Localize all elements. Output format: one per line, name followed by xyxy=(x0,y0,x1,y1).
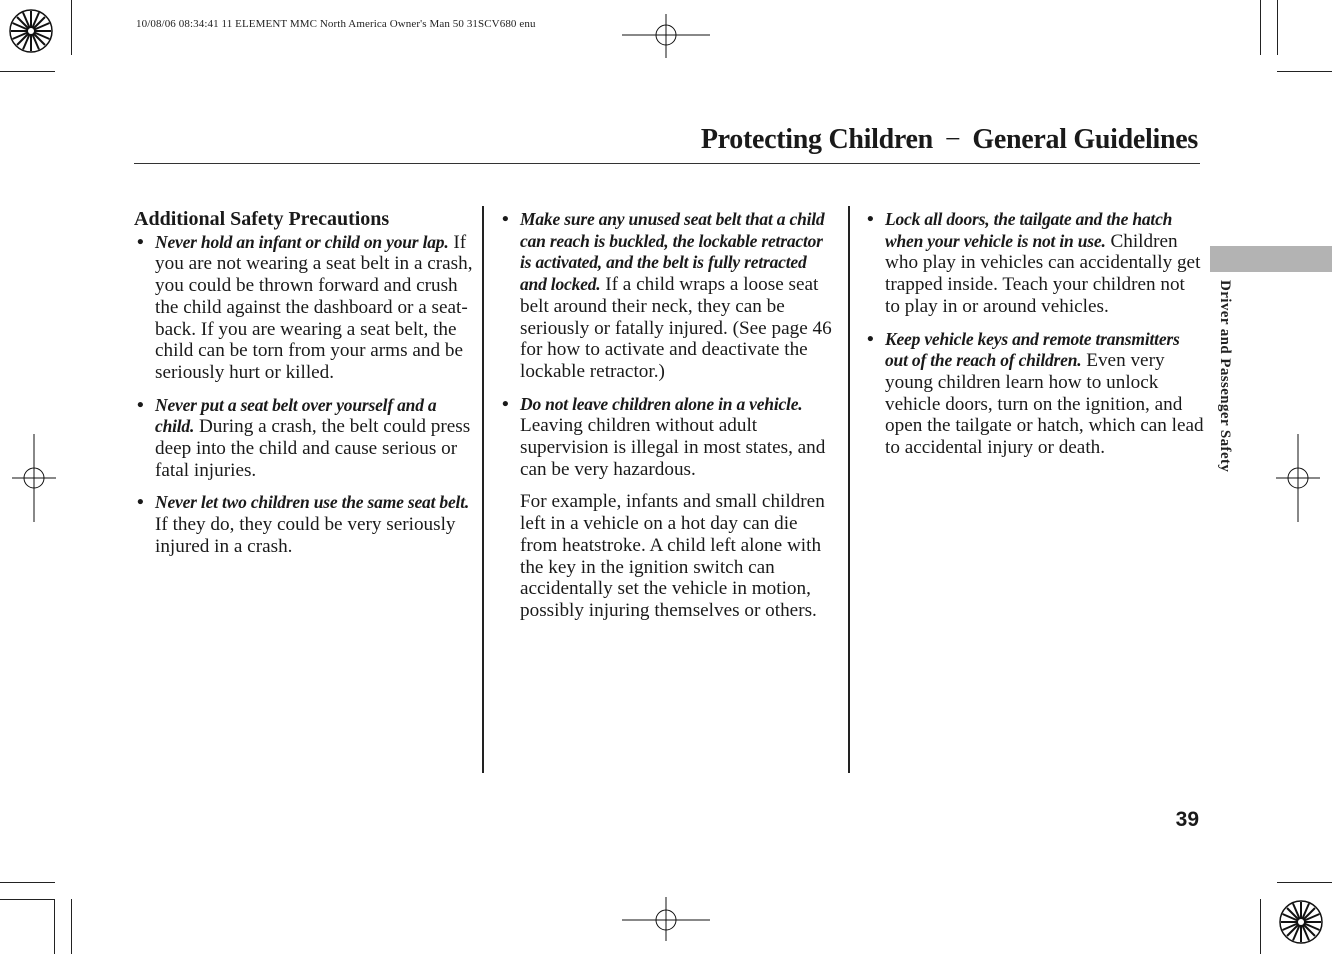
bullet-icon: • xyxy=(137,231,144,253)
bullet-icon: • xyxy=(137,492,144,514)
registration-target-icon xyxy=(1276,434,1320,522)
bullet-icon: • xyxy=(502,209,509,230)
crop-mark xyxy=(71,0,72,55)
column-2 xyxy=(499,209,837,622)
bullet-lead: Keep vehicle keys and remote transmitters out of the reach of children. xyxy=(885,328,1180,371)
crop-mark xyxy=(0,882,55,883)
list-item xyxy=(499,394,837,481)
bullet-icon: • xyxy=(137,394,144,416)
crop-mark xyxy=(0,71,55,72)
crop-mark xyxy=(1277,71,1332,72)
bullet-text: If you are not wearing a seat belt in a crash, you could be thrown forward and crush the child against the dashboard or a seat-back. If you are wearing a seat belt, the child can be torn from your arms and be seriously hurt or killed. xyxy=(155,231,473,383)
registration-target-icon xyxy=(12,434,56,522)
list-item xyxy=(134,232,474,384)
body-paragraph: For example, infants and small children left in a vehicle on a hot day can die from heatstroke. A child left alone with the key in the ignition switch can accidentally set the vehicle in motion, possibly injuring themselves or others. xyxy=(520,491,825,621)
bullet-text: If a child wraps a loose seat belt around their neck, they can be seriously or fatally injured. (See page 46 for how to activate and deactivate the lockable retractor.) xyxy=(520,274,832,382)
bullet-lead: Never hold an infant or child on your lap. xyxy=(155,231,449,252)
bullet-lead: Lock all doors, the tailgate and the hatch when your vehicle is not in use. xyxy=(885,209,1173,251)
crop-mark xyxy=(71,899,72,954)
bullet-text: Even very young children learn how to unlock vehicle doors, turn on the ignition, and open the tailgate or hatch, which can lead to accidental injury or death. xyxy=(885,350,1204,459)
section-tab-label: Driver and Passenger Safety xyxy=(1217,280,1233,473)
column-divider xyxy=(482,206,484,773)
page-title-main: Protecting Children xyxy=(700,124,933,155)
title-rule xyxy=(134,163,1200,164)
crop-mark xyxy=(1260,0,1261,55)
list-item xyxy=(499,209,837,383)
list-item xyxy=(864,209,1204,318)
registration-target-icon xyxy=(622,897,710,941)
list-item xyxy=(134,492,474,557)
bullet-text: Leaving children without adult supervision is illegal in most states, and can be very hazardous. xyxy=(520,415,826,480)
bullet-text: Children who play in vehicles can accidentally get trapped inside. Teach your children not to play in or around vehicles. xyxy=(885,230,1201,317)
list-item xyxy=(864,329,1204,459)
page-title-separator: − xyxy=(944,124,961,155)
registration-rosette-icon xyxy=(1278,899,1324,945)
print-stamp: 10/08/06 08:34:41 11 ELEMENT MMC North America Owner's Man 50 31SCV680 enu xyxy=(136,18,536,30)
bullet-text: During a crash, the belt could press deep into the child and cause serious or fatal injuries. xyxy=(155,416,471,481)
bullet-lead: Do not leave children alone in a vehicle. xyxy=(520,393,803,414)
crop-mark xyxy=(54,899,55,954)
bullet-icon: • xyxy=(867,209,874,230)
bullet-lead: Never let two children use the same seat belt. xyxy=(155,492,470,513)
page-title xyxy=(701,124,1198,156)
crop-mark xyxy=(1260,899,1261,954)
page-title-sub: General Guidelines xyxy=(972,124,1198,155)
list-item xyxy=(134,395,474,482)
page-number: 39 xyxy=(1175,808,1199,831)
column-3 xyxy=(864,209,1204,470)
registration-target-icon xyxy=(622,14,710,58)
bullet-icon: • xyxy=(867,328,874,350)
column-divider xyxy=(848,206,850,773)
bullet-lead: Make sure any unused seat belt that a child can reach is buckled, the lockable retractor is activated, and the belt is fully retracted and locked. xyxy=(520,209,825,295)
bullet-text: If they do, they could be very seriously injured in a crash. xyxy=(155,514,456,557)
bullet-icon: • xyxy=(502,393,509,415)
crop-mark xyxy=(1277,882,1332,883)
crop-mark xyxy=(0,899,55,900)
crop-mark xyxy=(1277,0,1278,55)
bullet-lead: Never put a seat belt over yourself and a child. xyxy=(155,394,437,437)
section-tab xyxy=(1210,246,1332,272)
registration-rosette-icon xyxy=(8,8,54,54)
column-1 xyxy=(134,209,474,569)
section-heading: Additional Safety Precautions xyxy=(134,208,390,230)
